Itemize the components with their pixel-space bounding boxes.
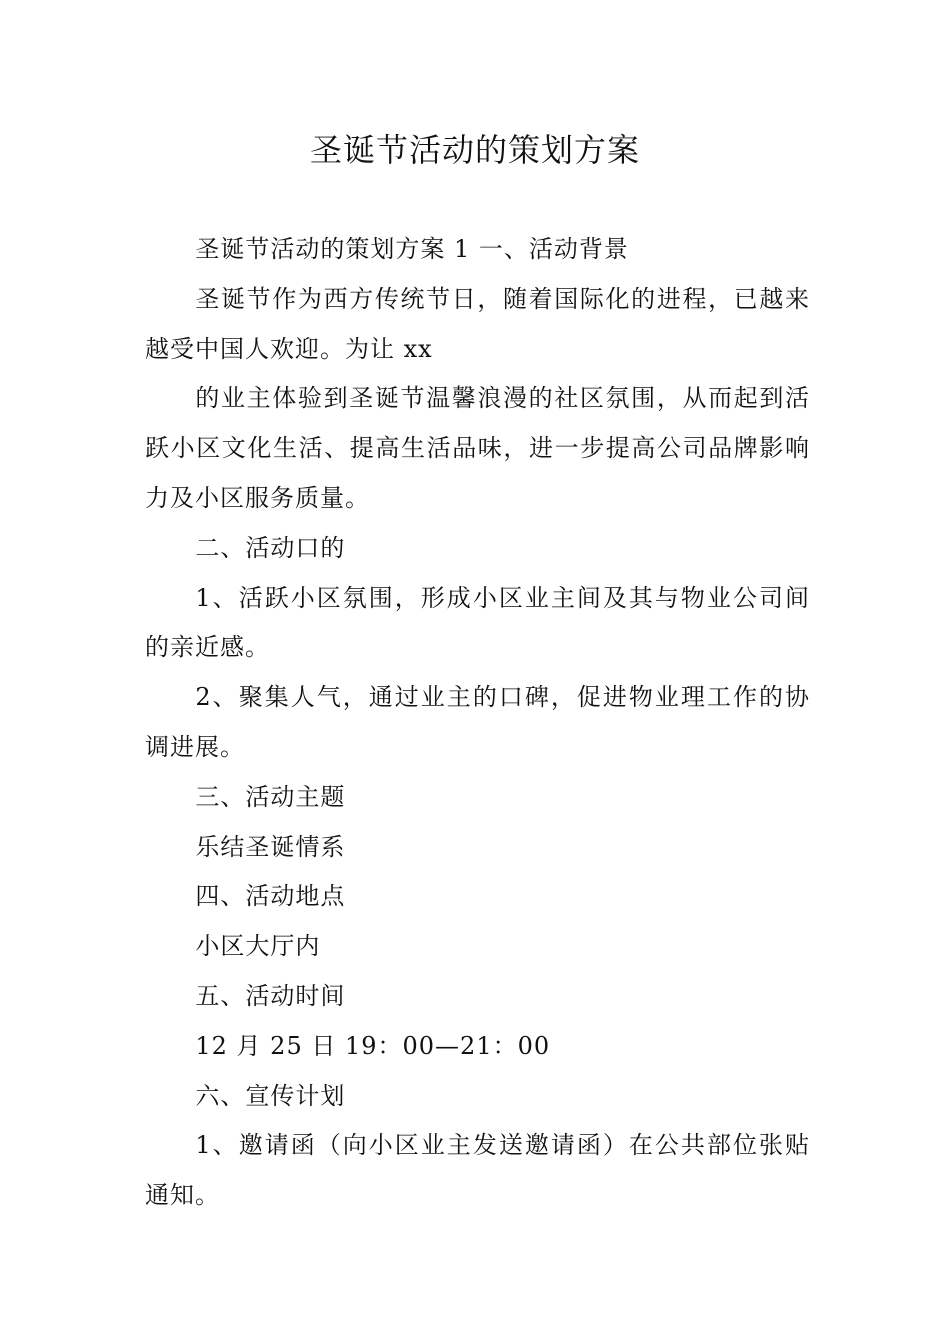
document-title: 圣诞节活动的策划方案 <box>309 131 640 169</box>
paragraph-heading-time: 五、活动时间 <box>195 981 346 1010</box>
document-body <box>145 225 810 1221</box>
paragraph-heading-goals: 二、活动口的 <box>195 533 346 562</box>
paragraph-theme: 乐结圣诞情系 <box>195 832 346 861</box>
paragraph-heading-background: 圣诞节活动的策划方案 1 一、活动背景 <box>195 235 629 263</box>
paragraph-goal-2: 2、聚集人气，通过业主的口碑，促进物业理工作的协调进展。 <box>145 683 810 761</box>
paragraph-time: 12 月 25 日 19：00—21：00 <box>195 1031 551 1060</box>
paragraph-heading-promotion: 六、宣传计划 <box>195 1081 346 1110</box>
paragraph-heading-location: 四、活动地点 <box>195 882 346 911</box>
paragraph-background-text: 圣诞节作为西方传统节日，随着国际化的进程，已越来越受中国人欢迎。为让 xx <box>145 284 810 363</box>
paragraph-goal-1: 1、活跃小区氛围，形成小区业主间及其与物业公司间的亲近感。 <box>145 583 810 662</box>
paragraph-background-purpose: 的业主体验到圣诞节温馨浪漫的社区氛围，从而起到活跃小区文化生活、提高生活品味，进一步提高公司品牌影响力及小区服务质量。 <box>145 384 810 512</box>
paragraph-location: 小区大厅内 <box>195 932 321 961</box>
paragraph-heading-theme: 三、活动主题 <box>195 782 346 811</box>
paragraph-promotion-1: 1、邀请函（向小区业主发送邀请函）在公共部位张贴通知。 <box>145 1131 810 1210</box>
